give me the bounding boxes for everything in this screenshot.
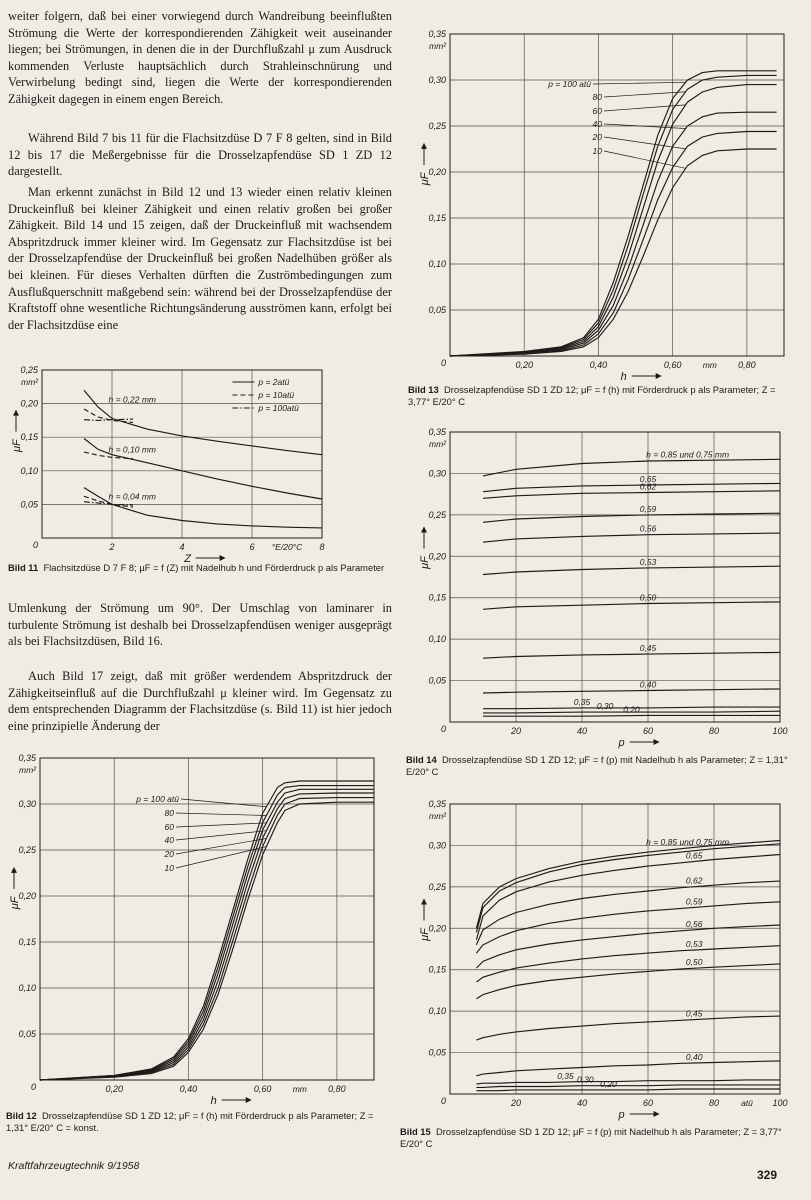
curve-annotation: h = 0,04 mm xyxy=(108,491,156,502)
curve-label: 0,45 xyxy=(685,1008,703,1019)
y-axis-arrowhead xyxy=(421,527,427,533)
curve-label: h = 0,85 und 0,75 mm xyxy=(646,449,730,460)
curve-label: 0,62 xyxy=(639,481,657,492)
curve-label: 0,65 xyxy=(639,474,657,485)
parameter-label: 20 xyxy=(592,132,602,142)
series-line xyxy=(40,793,374,1080)
y-unit-label: mm² xyxy=(429,439,446,449)
leader-line xyxy=(181,799,266,807)
series-line xyxy=(450,85,777,356)
x-tick-label: 0,60 xyxy=(253,1084,272,1094)
y-tick-label: 0,35 xyxy=(18,753,36,763)
y-tick-label: 0,15 xyxy=(428,592,446,603)
series-line xyxy=(476,964,780,999)
series-line xyxy=(476,1085,780,1088)
origin-label: 0 xyxy=(30,1082,36,1092)
caption-bild-12 xyxy=(6,1110,390,1135)
series-line xyxy=(483,602,780,609)
parameter-label: 20 xyxy=(164,849,174,859)
plot-frame xyxy=(450,34,784,356)
caption-label: Bild 13 xyxy=(408,384,439,395)
series-line xyxy=(483,566,780,574)
curve-label: 0,35 xyxy=(573,696,591,707)
curve-label: 0,56 xyxy=(639,523,657,534)
caption-bild-13 xyxy=(408,384,800,409)
x-tick-label: 4 xyxy=(179,542,185,552)
y-unit-label: mm² xyxy=(21,377,38,387)
curve-label: 0,30 xyxy=(577,1074,594,1085)
y-tick-label: 0,10 xyxy=(428,259,446,269)
paragraph-3: Man erkennt zunächst in Bild 12 und 13 wieder einen relativ kleinen Druckeinfluß bei kleiner Zähigkeit und einen relativ großen bei großer Zähigkeit. Bild 14 und 15 zeigen, daß der Druckeinfluß mit wachsendem Abspritzdruck immer kleiner wird. Im Gegensatz zur Flachsitzdüse ist bei der Drosselzapfendüse der Druckeinfluß bei großen Nadelhüben größer als bei kleinen. Für dieses Verhalten dürften die Zuströmbedingungen zum Ausflußquerschnitt maßgebend sein: während bei der Drosselzapfendüse der Kraftstoff ohne wesentliche Richtungsänderung ausströmen kann, erfolgt bei der Flachsitzdüse eine xyxy=(8,185,392,332)
series-line xyxy=(40,798,374,1080)
y-axis-name: μF xyxy=(9,896,21,910)
y-tick-label: 0,20 xyxy=(428,167,446,177)
y-tick-label: 0,15 xyxy=(18,937,36,947)
curve-label: 0,40 xyxy=(639,679,657,690)
y-tick-label: 0,05 xyxy=(428,1047,446,1058)
y-tick-label: 0,35 xyxy=(428,427,446,437)
series-line xyxy=(40,786,374,1080)
y-tick-label: 0,10 xyxy=(18,983,36,993)
curve-annotation: h = 0,10 mm xyxy=(108,444,156,455)
parameter-label: 10 xyxy=(592,146,602,156)
y-tick-label: 0,05 xyxy=(18,1029,36,1039)
series-line xyxy=(476,841,780,929)
paragraph-1: weiter folgern, daß bei einer vorwiegend durch Wandreibung beeinflußten Strömung die Werte der korrespondierenden Zähigkeit weit auseinander liegen; bei Strömungen, in denen die in der Durchflußzahl μ zum Ausdruck kommenden Verluste hauptsächlich durch Strahleinschnürung und Verwirbelung bedingt sind, liegen die Werte der korrespondierenden Zähigkeit dagegen in einem engen Bereich. xyxy=(8,9,392,106)
curve-label: 0,30 xyxy=(596,701,614,712)
caption-text: Drosselzapfendüse SD 1 ZD 12; μF = f (h) mit Förderdruck p als Parameter; Z = 1,31° E/20° C = konst. xyxy=(6,1110,374,1134)
y-axis-arrowhead xyxy=(11,867,17,873)
series-line xyxy=(483,533,780,542)
y-tick-label: 0,10 xyxy=(428,1006,446,1017)
chart-bild-13 xyxy=(406,20,806,383)
x-axis-name: h xyxy=(210,1095,217,1107)
y-tick-label: 0,30 xyxy=(18,799,36,809)
parameter-label: p = 100 atü xyxy=(136,794,179,804)
curve-label: 0,65 xyxy=(685,850,703,861)
series-line xyxy=(483,689,780,693)
caption-text: Flachsitzdüse D 7 F 8; μF = f (Z) mit Nadelhub h und Förderdruck p als Parameter xyxy=(43,562,385,573)
leader-line xyxy=(604,151,686,168)
y-axis-arrowhead xyxy=(421,899,427,905)
legend-label: p = 2atü xyxy=(258,377,290,387)
y-tick-label: 0,35 xyxy=(428,29,446,39)
y-tick-label: 0,20 xyxy=(20,398,38,409)
y-axis-name: μF xyxy=(419,172,431,186)
x-unit-label: mm xyxy=(292,1084,307,1094)
parameter-label: 80 xyxy=(164,808,174,818)
x-tick-label: 80 xyxy=(708,1098,720,1108)
parameter-label: p = 100 atü xyxy=(548,79,591,89)
caption-text: Drosselzapfendüse SD 1 ZD 12; μF = f (h) mit Förderdruck p als Parameter; Z = 3,77° E/20° C xyxy=(408,384,776,408)
caption-label: Bild 11 xyxy=(8,562,39,573)
y-tick-label: 0,15 xyxy=(20,432,38,443)
x-tick-label: 0,80 xyxy=(328,1084,346,1094)
curve-label: 0,59 xyxy=(685,896,703,907)
x-axis-arrowhead xyxy=(654,1111,660,1117)
x-unit-label: mm xyxy=(702,360,717,370)
leader-line xyxy=(176,813,266,816)
series-line xyxy=(476,1080,780,1084)
x-tick-label: 100 xyxy=(772,726,788,736)
caption-label: Bild 12 xyxy=(6,1110,37,1121)
y-tick-label: 0,35 xyxy=(428,799,446,809)
origin-label: 0 xyxy=(32,540,38,550)
curve-label: 0,50 xyxy=(639,592,657,603)
leader-line xyxy=(604,92,686,97)
y-tick-label: 0,15 xyxy=(428,964,446,975)
caption-bild-11 xyxy=(8,562,392,574)
curve-label: 0,45 xyxy=(639,643,657,654)
x-tick-label: 6 xyxy=(249,542,255,552)
paragraph-2: Während Bild 7 bis 11 für die Flachsitzdüse D 7 F 8 gelten, sind in Bild 12 bis 17 die Meßergebnisse für die Drosselzapfendüse SD 1 ZD 12 dargestellt. xyxy=(8,131,392,179)
series-line xyxy=(476,946,780,982)
y-tick-label: 0,05 xyxy=(428,675,446,686)
curve-label: 0,40 xyxy=(685,1052,703,1063)
x-tick-label: 60 xyxy=(642,1098,654,1108)
grid xyxy=(450,34,784,356)
series-line xyxy=(40,802,374,1080)
leader-line xyxy=(604,137,686,149)
x-axis-name: p xyxy=(618,1109,625,1121)
x-tick-label: 0,40 xyxy=(589,360,608,370)
caption-bild-15 xyxy=(400,1126,796,1151)
x-axis-name: p xyxy=(618,737,625,749)
caption-text: Drosselzapfendüse SD 1 ZD 12; μF = f (p) mit Nadelhub h als Parameter; Z = 3,77° E/20° C xyxy=(400,1126,782,1150)
y-axis-name: μF xyxy=(11,439,23,452)
curve-label: 0,53 xyxy=(685,938,703,949)
chart-bild-11 xyxy=(8,358,398,565)
leader-line xyxy=(593,82,686,84)
x-axis-arrowhead xyxy=(246,1097,252,1103)
y-unit-label: mm² xyxy=(429,41,446,51)
series-line xyxy=(476,1089,780,1091)
parameter-label: 60 xyxy=(164,822,174,832)
y-tick-label: 0,30 xyxy=(428,75,446,85)
plot-frame xyxy=(450,432,780,722)
x-tick-label: 80 xyxy=(708,726,720,736)
curve-label: 0,62 xyxy=(685,875,703,886)
y-tick-label: 0,05 xyxy=(428,305,446,315)
x-axis-name: h xyxy=(620,371,627,383)
curve-label: h = 0,85 und 0,75 mm xyxy=(646,837,730,848)
caption-label: Bild 14 xyxy=(406,754,437,765)
caption-bild-14 xyxy=(406,754,798,779)
y-tick-label: 0,25 xyxy=(18,845,36,855)
series-line xyxy=(450,149,777,356)
x-tick-label: 0,80 xyxy=(738,360,756,370)
y-tick-label: 0,15 xyxy=(428,213,446,223)
series-line xyxy=(483,652,780,658)
y-axis-arrowhead xyxy=(421,143,427,149)
parameter-label: 80 xyxy=(592,92,602,102)
x-tick-label: 60 xyxy=(642,726,654,736)
x-axis-arrowhead xyxy=(220,555,226,561)
y-tick-label: 0,20 xyxy=(428,923,446,934)
y-axis-name: μF xyxy=(419,928,431,941)
chart-bild-15 xyxy=(406,792,806,1122)
curve-label: 0,20 xyxy=(623,704,640,715)
paragraph-5: Auch Bild 17 zeigt, daß mit größer werdendem Abspritzdruck der Zähigkeitseinfluß auf die Durchflußzahl μ kleiner wird. Im Gegensatz zu dem entsprechenden Diagramm der Flachsitzdüse (s. Bild 11) ist hier jedoch eine prinzipielle Änderung der xyxy=(8,669,392,733)
y-tick-label: 0,30 xyxy=(428,468,446,479)
series-line xyxy=(476,1016,780,1040)
paragraph-4: Umlenkung der Strömung um 90°. Der Umschlag von laminarer in turbulente Strömung ist deshalb bei Drosselzapfendüsen weniger ausgeprägt als bei Flachsitzdüsen, Bild 16. xyxy=(8,601,392,649)
x-unit-label: °E/20°C xyxy=(271,542,303,552)
y-tick-label: 0,05 xyxy=(20,499,38,510)
y-tick-label: 0,10 xyxy=(20,465,38,476)
y-tick-label: 0,20 xyxy=(428,551,446,562)
curve-label: 0,35 xyxy=(557,1070,574,1081)
y-tick-label: 0,20 xyxy=(18,891,36,901)
y-tick-label: 0,30 xyxy=(428,840,446,851)
y-tick-label: 0,25 xyxy=(428,509,446,520)
curve-label: 0,50 xyxy=(685,957,703,968)
series-line xyxy=(476,925,780,968)
x-tick-label: 100 xyxy=(772,1098,788,1108)
leader-line xyxy=(176,831,266,840)
chart-bild-14 xyxy=(406,420,806,750)
series-line xyxy=(476,844,780,933)
y-tick-label: 0,25 xyxy=(20,365,38,375)
x-tick-label: 20 xyxy=(510,1098,522,1108)
y-tick-label: 0,25 xyxy=(428,881,446,892)
y-axis-arrowhead xyxy=(13,410,19,416)
x-tick-label: 20 xyxy=(510,726,522,736)
y-unit-label: mm² xyxy=(19,765,36,775)
x-tick-label: 0,60 xyxy=(663,360,682,370)
x-tick-label: 40 xyxy=(576,1098,588,1108)
x-unit-label: atü xyxy=(741,1098,753,1108)
origin-label: 0 xyxy=(440,724,446,734)
series-line xyxy=(483,491,780,499)
grid xyxy=(450,432,780,722)
x-tick-label: 0,20 xyxy=(105,1084,123,1094)
x-axis-name: Z xyxy=(184,553,191,565)
y-tick-label: 0,25 xyxy=(428,121,446,131)
parameter-label: 60 xyxy=(592,106,602,116)
curve-label: 0,56 xyxy=(685,918,703,929)
y-axis-name: μF xyxy=(419,556,431,569)
footer-page-number: 329 xyxy=(757,1168,778,1182)
series-line xyxy=(483,715,780,716)
series-line xyxy=(483,483,780,491)
y-tick-label: 0,10 xyxy=(428,634,446,645)
x-tick-label: 0,40 xyxy=(179,1084,198,1094)
origin-label: 0 xyxy=(440,1096,446,1106)
legend-label: p = 100atü xyxy=(258,403,299,413)
plot-frame xyxy=(40,758,374,1080)
curve-label: 0,59 xyxy=(639,503,657,514)
footer-journal: Kraftfahrzeugtechnik 9/1958 xyxy=(8,1160,140,1172)
x-tick-label: 0,20 xyxy=(515,360,533,370)
series-line xyxy=(450,75,777,356)
curve-label: 0,53 xyxy=(639,556,657,567)
parameter-label: 40 xyxy=(592,119,602,129)
x-tick-label: 40 xyxy=(576,726,588,736)
grid xyxy=(40,758,374,1080)
series-line xyxy=(476,1061,780,1076)
x-axis-arrowhead xyxy=(654,739,660,745)
series-line xyxy=(450,132,777,357)
leader-line xyxy=(176,823,266,827)
y-unit-label: mm² xyxy=(429,811,446,821)
x-tick-label: 8 xyxy=(319,542,325,552)
caption-label: Bild 15 xyxy=(400,1126,431,1137)
chart-bild-12 xyxy=(4,746,396,1106)
curve-label: 0,20 xyxy=(600,1078,617,1089)
parameter-label: 40 xyxy=(164,835,174,845)
parameter-label: 10 xyxy=(164,863,174,873)
series-line xyxy=(40,789,374,1080)
caption-text: Drosselzapfendüse SD 1 ZD 12; μF = f (p) mit Nadelhub h als Parameter; Z = 1,31° E/20° C xyxy=(406,754,788,778)
x-tick-label: 2 xyxy=(109,542,115,552)
x-axis-arrowhead xyxy=(656,373,662,379)
legend-label: p = 10atü xyxy=(258,390,295,400)
origin-label: 0 xyxy=(440,358,446,368)
curve-annotation: h = 0,22 mm xyxy=(108,394,156,405)
